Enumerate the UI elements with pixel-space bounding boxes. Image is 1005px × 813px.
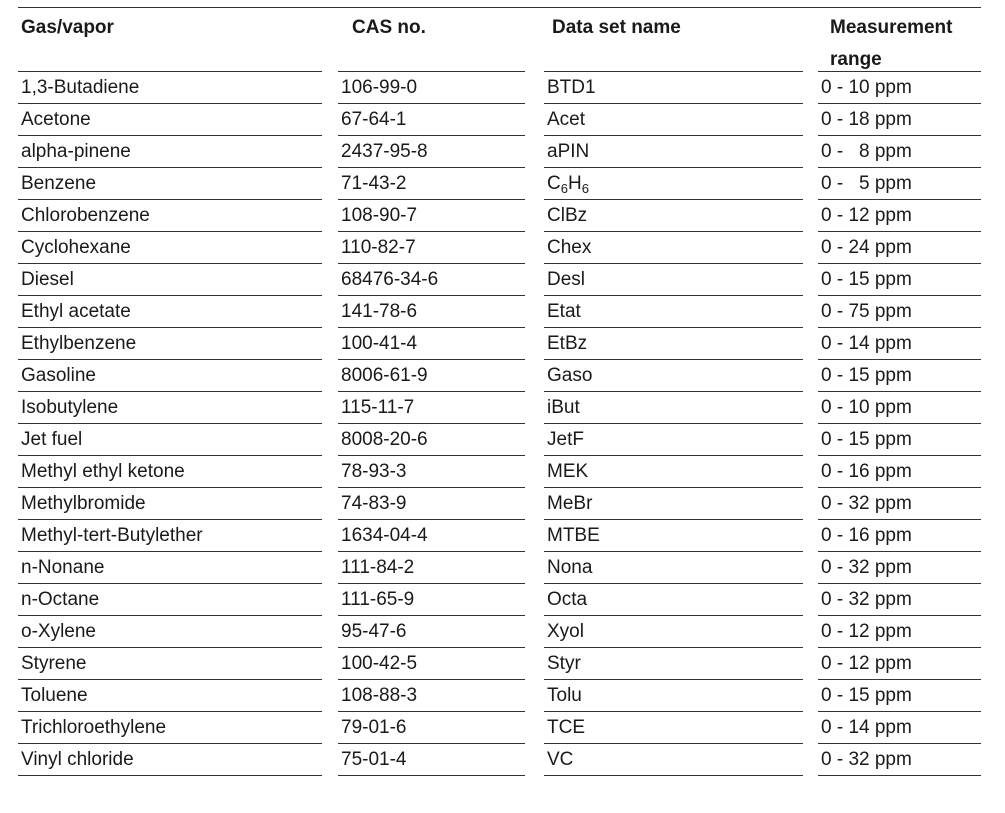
- cell-data-set-name: MTBE: [544, 520, 803, 552]
- cell-data-set-name: BTD1: [544, 72, 803, 104]
- cell-gas-vapor: Chlorobenzene: [18, 200, 322, 232]
- cell-cas-no: 78-93-3: [338, 456, 525, 488]
- cell-measurement-range: 0 - 10 ppm: [818, 392, 981, 424]
- table-row: [0, 680, 1005, 712]
- cell-data-set-name: MeBr: [544, 488, 803, 520]
- cell-gas-vapor: Methyl ethyl ketone: [18, 456, 322, 488]
- table-row: [0, 360, 1005, 392]
- cell-data-set-name: Gaso: [544, 360, 803, 392]
- cell-cas-no: 75-01-4: [338, 744, 525, 776]
- cell-data-set-name: TCE: [544, 712, 803, 744]
- cell-gas-vapor: o-Xylene: [18, 616, 322, 648]
- cell-measurement-range: 0 - 14 ppm: [818, 328, 981, 360]
- table-row: [0, 648, 1005, 680]
- cell-measurement-range: 0 - 15 ppm: [818, 264, 981, 296]
- cell-gas-vapor: Methylbromide: [18, 488, 322, 520]
- cell-cas-no: 8008-20-6: [338, 424, 525, 456]
- cell-data-set-name: $C_6H_6$: [544, 168, 803, 200]
- cell-cas-no: 100-42-5: [338, 648, 525, 680]
- cell-cas-no: 100-41-4: [338, 328, 525, 360]
- header-data-set-name: Data set name: [552, 17, 681, 38]
- cell-measurement-range: 0 - 32 ppm: [818, 744, 981, 776]
- cell-gas-vapor: Benzene: [18, 168, 322, 200]
- table-row: [0, 584, 1005, 616]
- table-top-rule: [18, 7, 981, 8]
- cell-cas-no: 108-90-7: [338, 200, 525, 232]
- cell-cas-no: 110-82-7: [338, 232, 525, 264]
- cell-cas-no: 71-43-2: [338, 168, 525, 200]
- table-row: [0, 616, 1005, 648]
- cell-measurement-range: 0 - 12 ppm: [818, 200, 981, 232]
- cell-data-set-name: Acet: [544, 104, 803, 136]
- cell-gas-vapor: Cyclohexane: [18, 232, 322, 264]
- cell-cas-no: 141-78-6: [338, 296, 525, 328]
- table-row: [0, 456, 1005, 488]
- table-row: [0, 392, 1005, 424]
- cell-measurement-range: 0 - 8 ppm: [818, 136, 981, 168]
- header-gas-vapor: Gas/vapor: [21, 17, 114, 38]
- table-row: [0, 712, 1005, 744]
- cell-gas-vapor: 1,3-Butadiene: [18, 72, 322, 104]
- cell-gas-vapor: Methyl-tert-Butylether: [18, 520, 322, 552]
- table-row: [0, 168, 1005, 200]
- cell-measurement-range: 0 - 32 ppm: [818, 488, 981, 520]
- cell-cas-no: 74-83-9: [338, 488, 525, 520]
- cell-data-set-name: Xyol: [544, 616, 803, 648]
- cell-measurement-range: 0 - 32 ppm: [818, 584, 981, 616]
- cell-data-set-name: MEK: [544, 456, 803, 488]
- cell-gas-vapor: Acetone: [18, 104, 322, 136]
- cell-measurement-range: 0 - 16 ppm: [818, 520, 981, 552]
- table-row: [0, 104, 1005, 136]
- cell-gas-vapor: alpha-pinene: [18, 136, 322, 168]
- cell-cas-no: 67-64-1: [338, 104, 525, 136]
- cell-measurement-range: 0 - 75 ppm: [818, 296, 981, 328]
- cell-measurement-range: 0 - 5 ppm: [818, 168, 981, 200]
- cell-cas-no: 8006-61-9: [338, 360, 525, 392]
- cell-data-set-name: Etat: [544, 296, 803, 328]
- table-row: [0, 424, 1005, 456]
- table-row: [0, 488, 1005, 520]
- cell-cas-no: 115-11-7: [338, 392, 525, 424]
- cell-cas-no: 111-65-9: [338, 584, 525, 616]
- cell-data-set-name: Octa: [544, 584, 803, 616]
- table-row: [0, 232, 1005, 264]
- table-row: [0, 520, 1005, 552]
- cell-gas-vapor: Ethylbenzene: [18, 328, 322, 360]
- table-row: [0, 200, 1005, 232]
- table-row: [0, 136, 1005, 168]
- table-row: [0, 72, 1005, 104]
- cell-cas-no: 111-84-2: [338, 552, 525, 584]
- cell-measurement-range: 0 - 12 ppm: [818, 648, 981, 680]
- cell-data-set-name: Tolu: [544, 680, 803, 712]
- cell-data-set-name: Styr: [544, 648, 803, 680]
- cell-cas-no: 95-47-6: [338, 616, 525, 648]
- cell-gas-vapor: Vinyl chloride: [18, 744, 322, 776]
- cell-data-set-name: JetF: [544, 424, 803, 456]
- cell-measurement-range: 0 - 15 ppm: [818, 424, 981, 456]
- table-row: [0, 296, 1005, 328]
- cell-data-set-name: EtBz: [544, 328, 803, 360]
- table-row: [0, 552, 1005, 584]
- cell-measurement-range: 0 - 15 ppm: [818, 680, 981, 712]
- header-measurement-range-line1: Measurement: [830, 17, 953, 38]
- table-row: [0, 264, 1005, 296]
- cell-data-set-name: Desl: [544, 264, 803, 296]
- header-measurement-range: [830, 12, 953, 76]
- header-cas-no: CAS no.: [352, 17, 426, 38]
- gas-table-body: [0, 72, 1005, 776]
- cell-measurement-range: 0 - 18 ppm: [818, 104, 981, 136]
- cell-cas-no: 2437-95-8: [338, 136, 525, 168]
- cell-gas-vapor: Isobutylene: [18, 392, 322, 424]
- cell-data-set-name: iBut: [544, 392, 803, 424]
- cell-gas-vapor: n-Nonane: [18, 552, 322, 584]
- cell-data-set-name: VC: [544, 744, 803, 776]
- cell-cas-no: 106-99-0: [338, 72, 525, 104]
- cell-measurement-range: 0 - 14 ppm: [818, 712, 981, 744]
- cell-measurement-range: 0 - 10 ppm: [818, 72, 981, 104]
- cell-data-set-name: aPIN: [544, 136, 803, 168]
- cell-gas-vapor: Diesel: [18, 264, 322, 296]
- cell-gas-vapor: Jet fuel: [18, 424, 322, 456]
- cell-data-set-name: ClBz: [544, 200, 803, 232]
- table-row: [0, 744, 1005, 776]
- cell-gas-vapor: Styrene: [18, 648, 322, 680]
- cell-cas-no: 1634-04-4: [338, 520, 525, 552]
- cell-data-set-name: Nona: [544, 552, 803, 584]
- cell-gas-vapor: Gasoline: [18, 360, 322, 392]
- cell-cas-no: 79-01-6: [338, 712, 525, 744]
- cell-gas-vapor: Toluene: [18, 680, 322, 712]
- cell-measurement-range: 0 - 16 ppm: [818, 456, 981, 488]
- cell-cas-no: 68476-34-6: [338, 264, 525, 296]
- cell-measurement-range: 0 - 12 ppm: [818, 616, 981, 648]
- cell-measurement-range: 0 - 32 ppm: [818, 552, 981, 584]
- cell-gas-vapor: Ethyl acetate: [18, 296, 322, 328]
- header-measurement-range-line2: range: [830, 49, 882, 70]
- cell-measurement-range: 0 - 24 ppm: [818, 232, 981, 264]
- cell-gas-vapor: Trichloroethylene: [18, 712, 322, 744]
- cell-data-set-name: Chex: [544, 232, 803, 264]
- cell-gas-vapor: n-Octane: [18, 584, 322, 616]
- cell-measurement-range: 0 - 15 ppm: [818, 360, 981, 392]
- cell-cas-no: 108-88-3: [338, 680, 525, 712]
- table-row: [0, 328, 1005, 360]
